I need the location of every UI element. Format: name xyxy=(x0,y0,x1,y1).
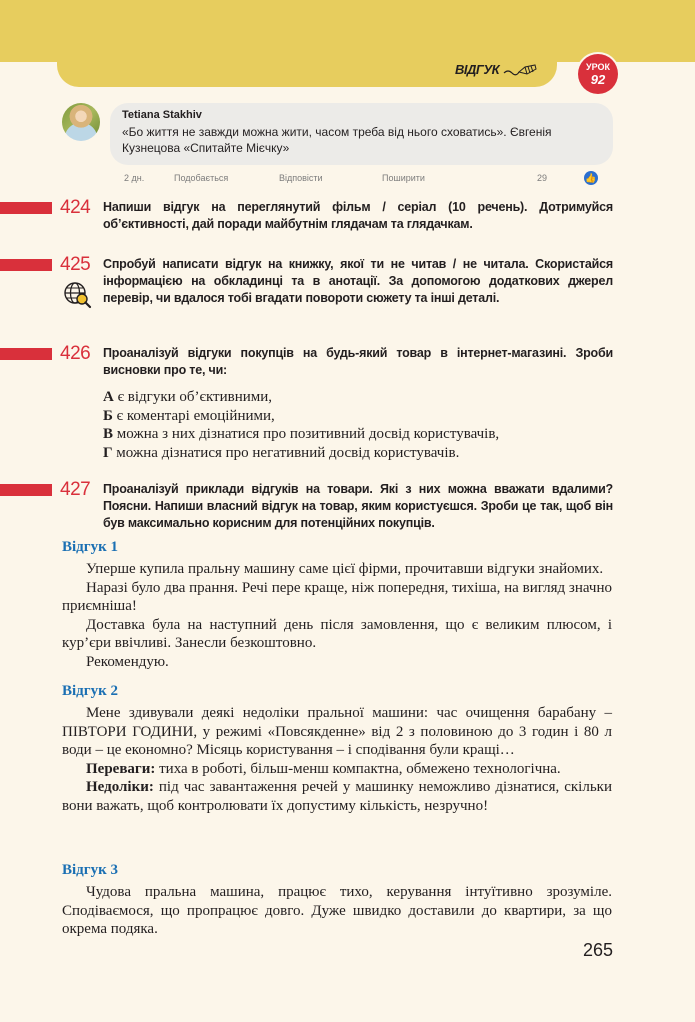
like-action[interactable]: Подобається xyxy=(174,173,229,183)
pros-label: Переваги: xyxy=(86,760,156,777)
comment-text: «Бо життя не завжди можна жити, часом треба від нього сховатись». Євгенія Кузнецова «Спитайте Мієчку» xyxy=(122,125,552,155)
task-text: Напиши відгук на переглянутий фільм / серіал (10 речень). Дотримуйся об’єктивності, дай поради майбутнім глядачам та глядачкам. xyxy=(103,200,613,231)
task-text: Спробуй написати відгук на книжку, якої ти не читав / не читала. Скористайся інформацією на обкладинці та в анотації. За допомогою додаткових джерел перевір, чи вдалося тобі вгадати повороти сюжету та інші деталі. xyxy=(103,257,613,305)
page-number: 265 xyxy=(583,940,614,960)
review-title: Відгук 1 xyxy=(62,539,118,555)
task-text: Проаналізуй відгуки покупців на будь-який товар в інтернет-магазині. Зроби висновки про те, чи: xyxy=(103,346,613,377)
comment-time: 2 дн. xyxy=(124,173,145,183)
reply-action[interactable]: Відповісти xyxy=(279,173,323,183)
task-text: Проаналізуй приклади відгуків на товари. Які з них можна вважати вдалими? Поясни. Напиши власний відгук на товар, яким користуєшся. Зроби це так, щоб він був максимально корисним для потенційних покупців. xyxy=(103,482,613,530)
comment-bubble xyxy=(110,103,613,165)
section-tag xyxy=(455,62,537,77)
comment-meta xyxy=(124,173,614,187)
review-body: Мене здивували деякі недоліки пральної машини: час очищення барабану – ПІВТОРИ ГОДИНИ, у режимі «Повсякденне» від 2 з половиною до 3 годин і 80 л води – це економно? Місяць користування – і сподівання були кращі… Переваги: тиха в роботі, більш-менш компактна, обмежено технологічна. Недоліки: під час завантаження речей у машинку неможливо дізнатися, скільки вони важать, щоб контролювати їх допустиму кількість, незручно! xyxy=(62,705,612,814)
likes-count: 29 xyxy=(537,173,548,183)
option-item: Г можна дізнатися про негативний досвід користувачів. xyxy=(103,444,460,461)
cons-label: Недоліки: xyxy=(86,779,154,795)
answer-options xyxy=(103,388,623,462)
header-band xyxy=(0,0,695,62)
option-item: Б є коментарі емоційними, xyxy=(103,407,275,424)
task-marker-bar xyxy=(0,259,52,271)
globe-search-icon xyxy=(62,280,92,310)
task-marker-bar xyxy=(0,202,52,214)
task-number: 426 xyxy=(60,343,91,364)
review-title: Відгук 3 xyxy=(62,862,118,878)
share-action[interactable]: Поширити xyxy=(382,173,425,183)
lesson-label: УРОК xyxy=(586,61,610,72)
task-number: 425 xyxy=(60,254,91,275)
option-item: А є відгуки об’єктивними, xyxy=(103,389,273,405)
review-title: Відгук 2 xyxy=(62,683,118,699)
task-marker-bar xyxy=(0,484,52,496)
option-item: В можна з них дізнатися про позитивний досвід користувачів, xyxy=(103,426,500,442)
pencil-icon xyxy=(503,64,537,76)
comment-author: Tetiana Stakhiv xyxy=(122,109,202,121)
review-body: Уперше купила пральну машину саме цієї фірми, прочитавши відгуки знайомих. Наразі було два прання. Речі пере краще, ніж попередня, тихіша, на вигляд значно приємніша! Доставка була на наступний день після замовлення, що є великим плюсом, і кур’єри ввічливі. Занесли безкоштовно. Рекомендую. xyxy=(62,561,612,670)
section-tag-label: ВІДГУК xyxy=(455,62,500,77)
task-number: 424 xyxy=(60,197,91,218)
review-body: Чудова пральна машина, працює тихо, керування інтуїтивно зрозуміле. Сподіваємося, що пропрацює довго. Дуже швидко доставили до квартири, за що окрема подяка. xyxy=(62,884,612,937)
avatar xyxy=(62,103,100,141)
task-number: 427 xyxy=(60,479,91,500)
thumbs-up-icon: 👍 xyxy=(585,173,597,183)
task-marker-bar xyxy=(0,348,52,360)
lesson-number: 92 xyxy=(590,71,606,87)
lesson-badge xyxy=(578,54,618,94)
